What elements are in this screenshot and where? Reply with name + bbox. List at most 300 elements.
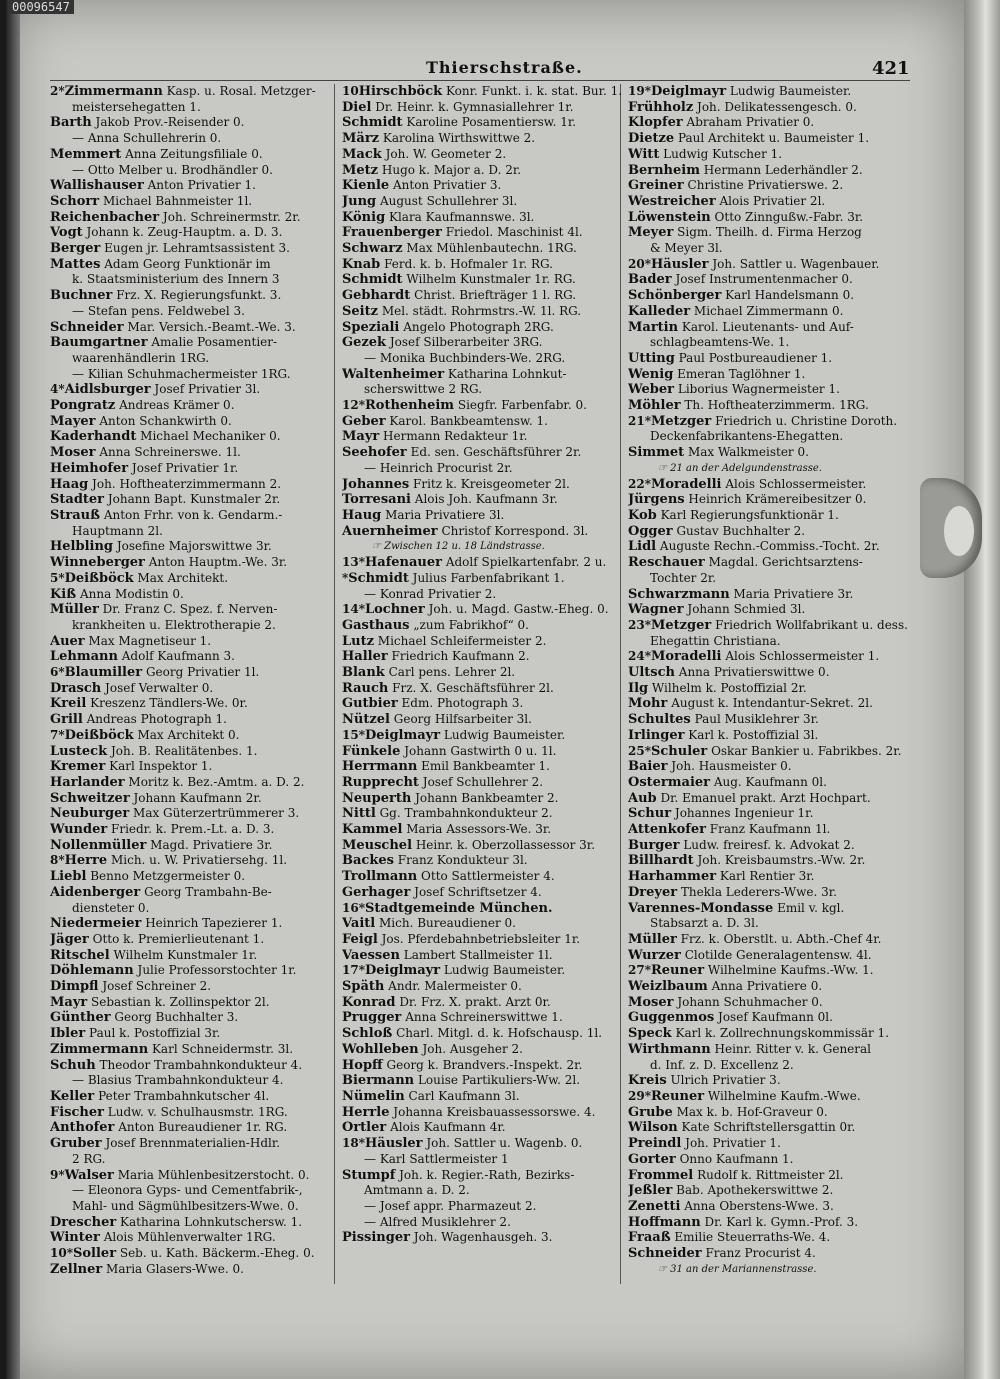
resident-name: Helbling <box>50 539 114 555</box>
directory-entry <box>342 1042 627 1058</box>
resident-name: Wurzer <box>628 947 681 963</box>
resident-details: Dr. Frz. X. prakt. Arzt 0r. <box>395 994 551 1009</box>
resident-details: Josef Schreiner 2. <box>98 979 212 994</box>
resident-name: Deißböck <box>64 727 134 743</box>
resident-details: Friedrich u. Christine Doroth. <box>711 413 898 428</box>
directory-entry <box>342 681 627 697</box>
resident-details: Josef Instrumentenmacher 0. <box>671 272 853 287</box>
thumb-index-hole <box>944 506 974 556</box>
directory-entry: ☞ 31 an der Mariannenstrasse. <box>658 1263 817 1275</box>
directory-entry <box>50 916 335 932</box>
resident-details: Heinrich Tapezierer 1. <box>141 916 283 931</box>
directory-entry: — Monika Buchbinders-We. 2RG. <box>364 350 566 365</box>
directory-entry: Ehegattin Christiana. <box>650 633 781 648</box>
resident-name: Auernheimer <box>342 523 438 539</box>
house-number: 2* <box>50 84 65 98</box>
resident-details: Theodor Trambahnkondukteur 4. <box>95 1057 303 1072</box>
directory-entry <box>628 901 913 917</box>
resident-details: Friedrich Wollfabrikant u. dess. <box>711 617 908 632</box>
house-number: 19* <box>628 84 651 98</box>
directory-entry <box>628 806 913 822</box>
resident-name: Seitz <box>342 303 378 319</box>
resident-details: Max Architekt. <box>133 570 229 585</box>
resident-details: Frz. X. Geschäftsführer 2l. <box>388 680 554 695</box>
directory-entry <box>628 602 913 618</box>
resident-details: Ludwig Baumeister. <box>440 727 566 742</box>
house-number: 5* <box>50 570 65 585</box>
directory-entry: meistersehegatten 1. <box>72 99 201 114</box>
house-number: 22* <box>628 476 651 491</box>
resident-details: Adolf Spielkartenfabr. 2 u. <box>442 555 607 570</box>
resident-details: Franz Kondukteur 3l. <box>393 853 528 868</box>
resident-details: Karolina Wirthswittwe 2. <box>379 131 536 146</box>
resident-name: Heimhofer <box>50 460 129 476</box>
resident-name: Aidenberger <box>50 884 141 900</box>
resident-name: Hoffmann <box>628 1214 701 1230</box>
resident-details: Karl Rentier 3r. <box>716 869 815 884</box>
resident-name: Vaessen <box>342 947 400 963</box>
directory-entry <box>342 163 627 179</box>
directory-entry <box>628 775 913 791</box>
directory-entry <box>628 932 913 948</box>
resident-name: Konrad <box>342 994 396 1010</box>
directory-entry <box>50 1136 335 1152</box>
resident-details: Mich. u. W. Privatiersehg. 1l. <box>107 853 288 868</box>
directory-entry <box>50 681 335 697</box>
resident-name: Gerhager <box>342 884 411 900</box>
resident-details: Christine Privatierswe. 2. <box>683 178 844 193</box>
house-number: 29* <box>628 1089 651 1103</box>
house-number: 7* <box>50 727 65 742</box>
resident-name: Ibler <box>50 1026 86 1042</box>
resident-name: Reichenbacher <box>50 209 160 225</box>
directory-entry <box>50 571 335 587</box>
directory-entry <box>50 508 335 524</box>
directory-entry <box>342 649 627 665</box>
resident-details: Michael Bahnmeister 1l. <box>99 193 253 208</box>
directory-entry <box>50 1215 335 1231</box>
resident-details: Heinrich Krämereibesitzer 0. <box>684 492 867 507</box>
resident-details: Emil Bankbeamter 1. <box>417 759 550 774</box>
directory-entry <box>628 398 913 414</box>
directory-entry <box>50 1058 335 1074</box>
directory-entry <box>342 822 627 838</box>
directory-entry <box>50 649 335 665</box>
directory-entry <box>628 194 913 210</box>
resident-name: Zellner <box>50 1261 103 1277</box>
resident-details: Gg. Trambahnkondukteur 2. <box>375 806 553 821</box>
column-1 <box>50 84 335 1277</box>
resident-details: Anna Oberstens-Wwe. 3. <box>680 1198 834 1213</box>
resident-name: Kreis <box>628 1073 667 1089</box>
resident-name: Haug <box>342 507 382 523</box>
directory-entry <box>628 759 913 775</box>
resident-details: Alois Privatier 2l. <box>715 193 826 208</box>
resident-name: Witt <box>628 146 660 162</box>
resident-details: Emil v. kgl. <box>773 900 845 915</box>
resident-name: Buchner <box>50 288 113 304</box>
directory-entry <box>342 84 627 100</box>
directory-entry <box>628 649 913 665</box>
resident-details: Paul Architekt u. Baumeister 1. <box>674 131 870 146</box>
directory-entry <box>342 995 627 1011</box>
resident-name: Metz <box>342 162 379 178</box>
resident-name: Guggenmos <box>628 1010 715 1026</box>
resident-name: Schloß <box>342 1026 393 1042</box>
resident-name: Klopfer <box>628 115 683 131</box>
directory-entry: Stabsarzt a. D. 3l. <box>650 916 759 931</box>
resident-details: Josefine Majorswittwe 3r. <box>113 539 272 554</box>
directory-entry <box>342 901 627 917</box>
resident-details: Aug. Kaufmann 0l. <box>710 774 827 789</box>
directory-entry <box>342 178 627 194</box>
directory-entry: ☞ 21 an der Adelgundenstrasse. <box>658 462 822 474</box>
resident-details: Seb. u. Kath. Bäckerm.-Eheg. 0. <box>116 1246 315 1261</box>
resident-name: Wirthmann <box>628 1041 711 1057</box>
resident-name: Haag <box>50 476 89 492</box>
resident-name: Schwarzmann <box>628 586 730 602</box>
resident-name: Schönberger <box>628 288 722 304</box>
resident-name: Winter <box>50 1230 100 1246</box>
resident-details: Lambert Stallmeister 1l. <box>399 947 553 962</box>
resident-name: Keller <box>50 1089 95 1104</box>
resident-details: Konr. Funkt. i. k. stat. Bur. 1. <box>442 84 623 98</box>
directory-entry <box>342 712 627 728</box>
resident-details: Johann Schmied 3l. <box>683 602 806 617</box>
directory-entry <box>50 1262 335 1278</box>
resident-name: Baier <box>628 759 668 775</box>
resident-name: Jürgens <box>628 492 685 508</box>
house-number: 27* <box>628 963 651 978</box>
directory-entry <box>50 178 335 194</box>
directory-entry: — Stefan pens. Feldwebel 3. <box>72 303 245 318</box>
resident-details: Louise Partikuliers-Ww. 2l. <box>414 1073 581 1088</box>
resident-name: Schweitzer <box>50 790 130 806</box>
directory-entry <box>342 618 627 634</box>
resident-name: Neuburger <box>50 806 130 822</box>
directory-entry <box>628 210 913 226</box>
resident-details: Anna Schreinerswe. 1l. <box>95 445 241 460</box>
directory-entry <box>50 995 335 1011</box>
resident-details: Max Güterzertrümmerer 3. <box>129 806 300 821</box>
directory-entry <box>342 1073 627 1089</box>
directory-entry <box>50 759 335 775</box>
resident-details: Katharina Lohnkut- <box>444 366 567 381</box>
page-edge <box>964 0 1000 1379</box>
resident-details: Abraham Privatier 0. <box>682 115 815 130</box>
resident-details: Hermann Lederhändler 2. <box>699 162 863 177</box>
resident-details: Karol. Bankbeamtensw. 1. <box>385 413 548 428</box>
directory-entry <box>628 367 913 383</box>
resident-details: Frz. X. Regierungsfunkt. 3. <box>112 288 282 303</box>
resident-name: Trollmann <box>342 869 418 885</box>
directory-entry <box>628 225 913 241</box>
directory-entry <box>342 131 627 147</box>
resident-details: Ludwig Baumeister. <box>440 963 566 978</box>
resident-details: Paul Musiklehrer 3r. <box>690 712 819 727</box>
resident-details: Michael Zimmermann 0. <box>690 303 844 318</box>
directory-entry <box>342 806 627 822</box>
resident-details: Eugen jr. Lehramtsassistent 3. <box>100 241 290 256</box>
resident-details: Wilhelmine Kaufm.-Wwe. <box>704 1089 861 1103</box>
resident-details: Maria Mühlenbesitzerstocht. 0. <box>113 1167 310 1182</box>
resident-name: Rauch <box>342 680 389 696</box>
resident-name: Häusler <box>650 256 709 272</box>
house-number: 6* <box>50 665 65 680</box>
directory-entry <box>50 398 335 414</box>
resident-name: Gasthaus <box>342 617 410 633</box>
resident-name: Stadtgemeinde München. <box>364 900 553 916</box>
resident-details: Otto Zinngußw.-Fabr. 3r. <box>710 209 864 224</box>
directory-entry: — Blasius Trambahnkondukteur 4. <box>72 1073 284 1088</box>
resident-name: Auer <box>50 633 85 649</box>
directory-entry <box>628 147 913 163</box>
resident-details: Heinr. k. Oberzollassessor 3r. <box>412 837 596 852</box>
resident-name: Mohr <box>628 696 668 712</box>
resident-name: Geber <box>342 413 386 429</box>
resident-name: Pongratz <box>50 398 116 414</box>
directory-entry <box>628 1215 913 1231</box>
resident-details: Paul k. Postoffizial 3r. <box>85 1026 221 1041</box>
resident-details: Siegfr. Farbenfabr. 0. <box>454 398 587 413</box>
directory-entry <box>50 288 335 304</box>
resident-details: Ludw. freiresf. k. Advokat 2. <box>679 837 855 852</box>
directory-entry <box>50 539 335 555</box>
directory-entry <box>628 587 913 603</box>
directory-entry <box>342 445 627 461</box>
directory-entry <box>342 634 627 650</box>
resident-name: Moser <box>628 994 674 1010</box>
resident-name: Schneider <box>628 1246 702 1262</box>
resident-name: Stumpf <box>342 1167 396 1183</box>
resident-name: Fischer <box>50 1104 104 1120</box>
resident-name: Gebhardt <box>342 288 411 304</box>
resident-name: Moradelli <box>650 476 722 492</box>
resident-name: Reuner <box>650 963 705 979</box>
directory-entry <box>342 524 627 540</box>
resident-name: Ostermaier <box>628 774 711 790</box>
directory-entry <box>628 445 913 461</box>
directory-entry: diensteter 0. <box>72 900 150 915</box>
resident-details: Auguste Rechn.-Commiss.-Tocht. 2r. <box>656 539 880 554</box>
directory-entry <box>50 461 335 477</box>
resident-details: Onno Kaufmann 1. <box>675 1151 794 1166</box>
house-number: 24* <box>628 649 651 664</box>
directory-entry <box>50 1120 335 1136</box>
directory-entry <box>628 539 913 555</box>
directory-entry <box>628 1199 913 1215</box>
resident-name: Herrmann <box>342 759 418 775</box>
resident-details: Kreszenz Tändlers-We. 0r. <box>86 696 248 711</box>
resident-details: Andreas Photograph 1. <box>82 712 227 727</box>
resident-details: Adolf Kaufmann 3. <box>117 649 235 664</box>
resident-details: Joh. Delikatessengesch. 0. <box>693 99 857 114</box>
resident-name: Schmidt <box>342 272 403 288</box>
resident-name: Schur <box>628 806 672 822</box>
directory-entry <box>50 414 335 430</box>
resident-details: Joh. B. Realitätenbes. 1. <box>107 743 258 758</box>
resident-details: Josef Verwalter 0. <box>101 680 214 695</box>
resident-details: Karl Handelsmann 0. <box>721 288 855 303</box>
resident-details: Katharina Lohnkutschersw. 1. <box>116 1214 303 1229</box>
resident-name: Späth <box>342 979 385 995</box>
directory-entry: — Karl Sattlermeister 1 <box>364 1151 509 1166</box>
resident-details: Max Magnetiseur 1. <box>84 633 212 648</box>
column-3 <box>628 84 913 1277</box>
directory-entry <box>50 744 335 760</box>
directory-entry <box>50 1246 335 1262</box>
directory-entry <box>628 618 913 634</box>
directory-entry <box>628 100 913 116</box>
resident-details: Joh. W. Geometer 2. <box>381 146 507 161</box>
house-number: 18* <box>342 1136 365 1151</box>
resident-name: Frühholz <box>628 99 694 115</box>
directory-entry <box>50 634 335 650</box>
resident-details: Christof Korrespond. 3l. <box>437 523 589 538</box>
resident-name: Walser <box>64 1167 114 1183</box>
directory-entry <box>50 665 335 681</box>
resident-name: März <box>342 131 380 147</box>
directory-entry <box>342 696 627 712</box>
directory-entry <box>342 979 627 995</box>
directory-entry <box>628 728 913 744</box>
resident-details: Michael Mechaniker 0. <box>136 429 281 444</box>
resident-name: Strauß <box>50 507 100 523</box>
resident-details: Anna Privatierswittwe 0. <box>674 665 830 680</box>
resident-name: Frommel <box>628 1167 694 1183</box>
resident-name: Lidl <box>628 539 657 555</box>
resident-name: Vogt <box>50 225 83 241</box>
directory-entry <box>342 398 627 414</box>
resident-details: Karl k. Postoffizial 3l. <box>684 727 819 742</box>
resident-details: Joh. Sattler u. Wagenbauer. <box>708 256 880 271</box>
directory-entry <box>50 335 335 351</box>
directory-entry <box>628 477 913 493</box>
resident-details: Anna Modistin 0. <box>76 586 184 601</box>
directory-entry <box>342 555 627 571</box>
resident-name: Westreicher <box>628 193 716 209</box>
resident-name: Mayr <box>342 429 380 445</box>
directory-entry <box>50 932 335 948</box>
resident-name: Memmert <box>50 146 122 162</box>
directory-entry <box>628 1105 913 1121</box>
resident-details: Dr. Franz C. Spez. f. Nerven- <box>98 602 278 617</box>
resident-details: Johannes Ingenieur 1r. <box>671 806 814 821</box>
resident-details: Anna Schreinerswittwe 1. <box>401 1010 563 1025</box>
resident-name: König <box>342 209 386 225</box>
resident-name: Martin <box>628 319 679 335</box>
resident-details: Angelo Photograph 2RG. <box>399 319 554 334</box>
resident-name: Ritschel <box>50 947 110 963</box>
resident-details: Joh. Hoftheaterzimmermann 2. <box>88 476 282 491</box>
directory-entry <box>628 1230 913 1246</box>
resident-name: Diel <box>342 99 372 115</box>
resident-name: Jäger <box>50 931 89 947</box>
resident-name: Kreil <box>50 696 87 712</box>
resident-name: Neuperth <box>342 790 412 806</box>
resident-name: Aub <box>628 790 657 806</box>
house-number: 14* <box>342 602 365 617</box>
resident-details: Heinr. Ritter v. k. General <box>710 1041 871 1056</box>
resident-details: Anton Privatier 3. <box>389 178 502 193</box>
resident-name: Wagner <box>628 602 684 618</box>
directory-entry <box>50 225 335 241</box>
directory-entry <box>628 1168 913 1184</box>
resident-name: Schmidt <box>348 570 409 586</box>
resident-details: Karoline Posamentiersw. 1r. <box>402 115 577 130</box>
resident-details: Georg Privatier 1l. <box>142 665 260 680</box>
resident-details: Max Mühlenbautechn. 1RG. <box>402 241 577 256</box>
directory-entry <box>628 115 913 131</box>
resident-details: Magd. Privatiere 3r. <box>146 837 273 852</box>
house-number: 13* <box>342 555 365 570</box>
directory-entry <box>628 948 913 964</box>
resident-name: Vaitl <box>342 916 376 932</box>
directory-entry <box>342 1136 627 1152</box>
resident-details: Magdal. Gerichtsarztens- <box>704 555 863 570</box>
resident-details: Mar. Versich.-Beamt.-We. 3. <box>123 319 296 334</box>
resident-name: Prugger <box>342 1010 402 1026</box>
directory-entry <box>628 712 913 728</box>
directory-entry <box>342 288 627 304</box>
resident-name: Lusteck <box>50 743 108 759</box>
directory-entry <box>50 869 335 885</box>
directory-entry <box>342 602 627 618</box>
directory-entry <box>50 1089 335 1105</box>
directory-entry <box>342 1089 627 1105</box>
resident-details: Christ. Briefträger 1 l. RG. <box>410 288 577 303</box>
resident-details: Adam Georg Funktionär im <box>100 256 271 271</box>
directory-entry: Amtmann a. D. 2. <box>364 1183 470 1198</box>
resident-details: Hermann Redakteur 1r. <box>379 429 528 444</box>
resident-name: Soller <box>72 1246 117 1262</box>
resident-name: Mattes <box>50 256 101 272</box>
directory-entry <box>50 1026 335 1042</box>
directory-entry <box>342 272 627 288</box>
directory-entry: — Josef appr. Pharmazeut 2. <box>364 1198 537 1213</box>
resident-name: Kob <box>628 507 657 523</box>
resident-details: Max k. b. Hof-Graveur 0. <box>672 1104 828 1119</box>
resident-name: Baumgartner <box>50 335 148 351</box>
resident-name: Günther <box>50 1010 111 1026</box>
directory-entry <box>50 477 335 493</box>
directory-entry <box>628 681 913 697</box>
resident-name: Berger <box>50 241 101 257</box>
resident-details: Wilhelmine Kaufms.-Ww. 1. <box>704 963 874 978</box>
resident-details: Julie Professorstochter 1r. <box>133 963 297 978</box>
resident-name: Reuner <box>650 1089 705 1104</box>
directory-entry <box>342 241 627 257</box>
resident-name: Ogger <box>628 523 673 539</box>
resident-name: Deißböck <box>64 570 134 586</box>
resident-details: Maria Privatiere 3l. <box>381 507 505 522</box>
resident-name: Reschauer <box>628 555 705 571</box>
resident-name: Nützel <box>342 712 390 728</box>
directory-entry: d. Inf. z. D. Excellenz 2. <box>650 1057 794 1072</box>
directory-entry <box>342 1168 627 1184</box>
resident-name: Gruber <box>50 1136 102 1152</box>
resident-details: Otto k. Premierlieutenant 1. <box>88 931 265 946</box>
directory-entry <box>342 508 627 524</box>
resident-name: Ilg <box>628 680 649 696</box>
directory-entry <box>342 853 627 869</box>
resident-name: Deiglmayr <box>650 84 727 99</box>
resident-details: Joh. k. Regier.-Rath, Bezirks- <box>395 1167 575 1182</box>
resident-details: Anton Schankwirth 0. <box>95 413 232 428</box>
resident-name: Schuler <box>650 743 708 759</box>
directory-entry <box>342 791 627 807</box>
resident-name: Haller <box>342 649 388 665</box>
